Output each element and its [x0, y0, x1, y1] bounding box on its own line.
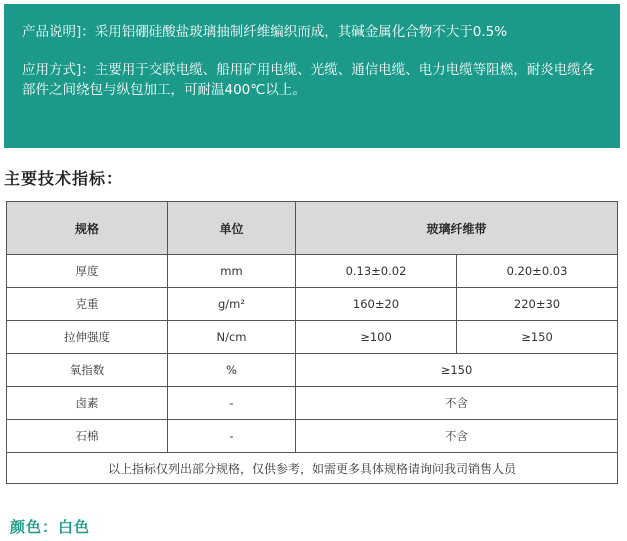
- header-spec: 规格: [7, 202, 168, 255]
- table-row: [7, 354, 618, 387]
- row-value: 220±30: [457, 288, 618, 321]
- table-header-row: [7, 202, 618, 255]
- row-unit: N/cm: [168, 321, 296, 354]
- row-name: 厚度: [7, 255, 168, 288]
- row-unit: %: [168, 354, 296, 387]
- product-description: 产品说明]：采用铝硼硅酸盐玻璃抽制纤维编织而成，其碱金属化合物不大于0.5%: [22, 24, 508, 40]
- row-value: 160±20: [296, 288, 457, 321]
- header-unit: 单位: [168, 202, 296, 255]
- table-note: 以上指标仅列出部分规格，仅供参考，如需更多具体规格请询问我司销售人员: [7, 453, 618, 484]
- row-value: ≥100: [296, 321, 457, 354]
- row-name: 卤素: [7, 387, 168, 420]
- row-unit: mm: [168, 255, 296, 288]
- row-value: 0.20±0.03: [457, 255, 618, 288]
- header-product: 玻璃纤维带: [296, 202, 618, 255]
- section-title: 主要技术指标：: [4, 169, 124, 188]
- product-info-banner: [4, 4, 620, 148]
- spec-table: [6, 201, 618, 484]
- row-name: 氧指数: [7, 354, 168, 387]
- row-value: ≥150: [457, 321, 618, 354]
- table-row: [7, 288, 618, 321]
- table-note-row: [7, 453, 618, 484]
- table-row: [7, 420, 618, 453]
- row-value: 不含: [296, 387, 618, 420]
- table-row: [7, 387, 618, 420]
- row-unit: -: [168, 420, 296, 453]
- application-description: 应用方式]：主要用于交联电缆、船用矿用电缆、光缆、通信电缆、电力电缆等阻燃，耐炎电缆各部件之间绕包与纵包加工，可耐温400℃以上。: [22, 62, 595, 98]
- row-value: ≥150: [296, 354, 618, 387]
- row-unit: g/m²: [168, 288, 296, 321]
- row-value: 不含: [296, 420, 618, 453]
- row-name: 克重: [7, 288, 168, 321]
- row-unit: -: [168, 387, 296, 420]
- table-row: [7, 321, 618, 354]
- table-row: [7, 255, 618, 288]
- row-name: 石棉: [7, 420, 168, 453]
- color-label: 颜色：白色: [10, 518, 91, 536]
- row-name: 拉伸强度: [7, 321, 168, 354]
- row-value: 0.13±0.02: [296, 255, 457, 288]
